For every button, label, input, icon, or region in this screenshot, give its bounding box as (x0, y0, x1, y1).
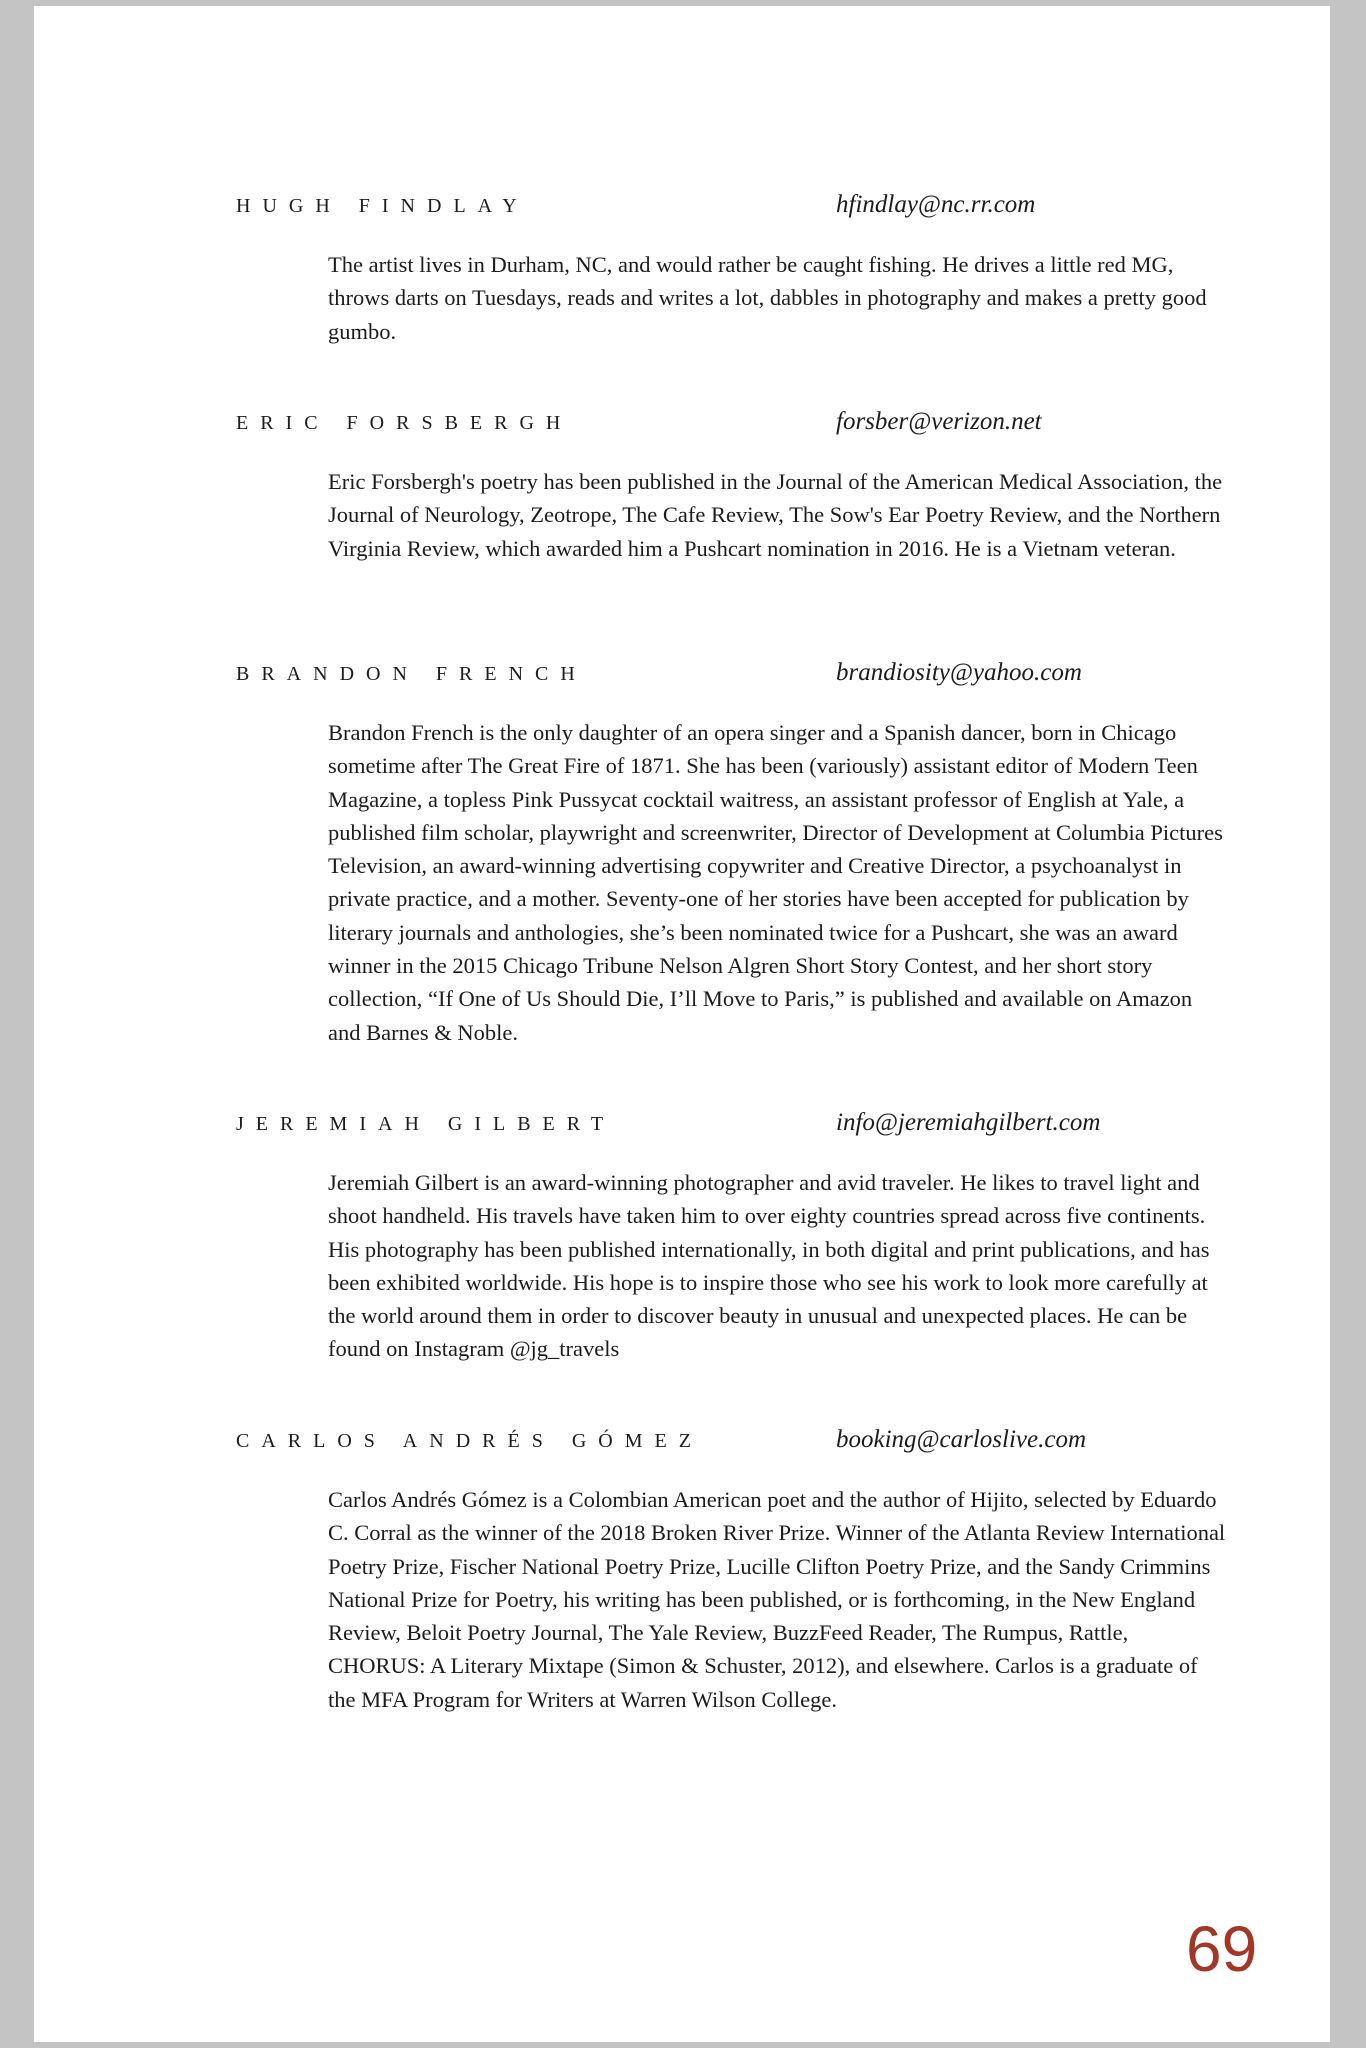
contributor-bio: The artist lives in Durham, NC, and would rather be caught fishing. He drives a little red MG, throws darts on Tuesdays, reads and writes a lot, dabbles in photography and makes a pretty good gumbo. (328, 252, 1207, 344)
contributor-name: ERIC FORSBERGH (236, 412, 573, 434)
contributor-email: brandiosity@yahoo.com (836, 659, 1082, 686)
contributor-bio: Carlos Andrés Gómez is a Colombian American poet and the author of Hijito, selected by Eduardo C. Corral as the winner of the 2018 Broken River Prize. Winner of the Atlanta Review International Poetry Prize, Fischer National Poetry Prize, Lucille Clifton Poetry Prize, and the Sandy Crimmins National Prize for Poetry, his writing has been published, or is forthcoming, in the New England Review, Beloit Poetry Journal, The Yale Review, BuzzFeed Reader, The Rumpus, Rattle, CHORUS: A Literary Mixtape (Simon & Schuster, 2012), and elsewhere. Carlos is a graduate of the MFA Program for Writers at Warren Wilson College. (328, 1487, 1226, 1712)
contributor-email: hfindlay@nc.rr.com (836, 191, 1036, 218)
contributor-name: BRANDON FRENCH (236, 663, 587, 685)
contributor-bio: Jeremiah Gilbert is an award-winning photographer and avid traveler. He likes to travel light and shoot handheld. His travels have taken him to over eighty countries spread across five continents. His photography has been published internationally, in both digital and print publications, and has been exhibited worldwide. His hope is to inspire those who see his work to look more carefully at the world around them in order to discover beauty in unusual and unexpected places. He can be found on Instagram @jg_travels (328, 1170, 1210, 1362)
contributor-name: JEREMIAH GILBERT (236, 1113, 616, 1135)
contributor-email: forsber@verizon.net (836, 408, 1042, 435)
contributor-email: info@jeremiahgilbert.com (836, 1109, 1101, 1136)
page-number: 69 (1186, 1913, 1258, 1985)
contributor-name: CARLOS ANDRÉS GÓMEZ (236, 1430, 703, 1452)
document-page (34, 6, 1330, 2042)
contributor-bio: Eric Forsbergh's poetry has been published in the Journal of the American Medical Association, the Journal of Neurology, Zeotrope, The Cafe Review, The Sow's Ear Poetry Review, and the Northern Virginia Review, which awarded him a Pushcart nomination in 2016. He is a Vietnam veteran. (328, 469, 1223, 561)
contributor-name: HUGH FINDLAY (236, 195, 529, 217)
contributor-bio: Brandon French is the only daughter of an opera singer and a Spanish dancer, born in Chicago sometime after The Great Fire of 1871. She has been (variously) assistant editor of Modern Teen Magazine, a topless Pink Pussycat cocktail waitress, an assistant professor of English at Yale, a published film scholar, playwright and screenwriter, Director of Development at Columbia Pictures Television, an award-winning advertising copywriter and Creative Director, a psychoanalyst in private practice, and a mother. Seventy-one of her stories have been accepted for publication by literary journals and anthologies, she’s been nominated twice for a Pushcart, she was an award winner in the 2015 Chicago Tribune Nelson Algren Short Story Contest, and her short story collection, “If One of Us Should Die, I’ll Move to Paris,” is published and available on Amazon and Barnes & Noble. (328, 720, 1223, 1045)
contributor-email: booking@carloslive.com (836, 1426, 1087, 1453)
